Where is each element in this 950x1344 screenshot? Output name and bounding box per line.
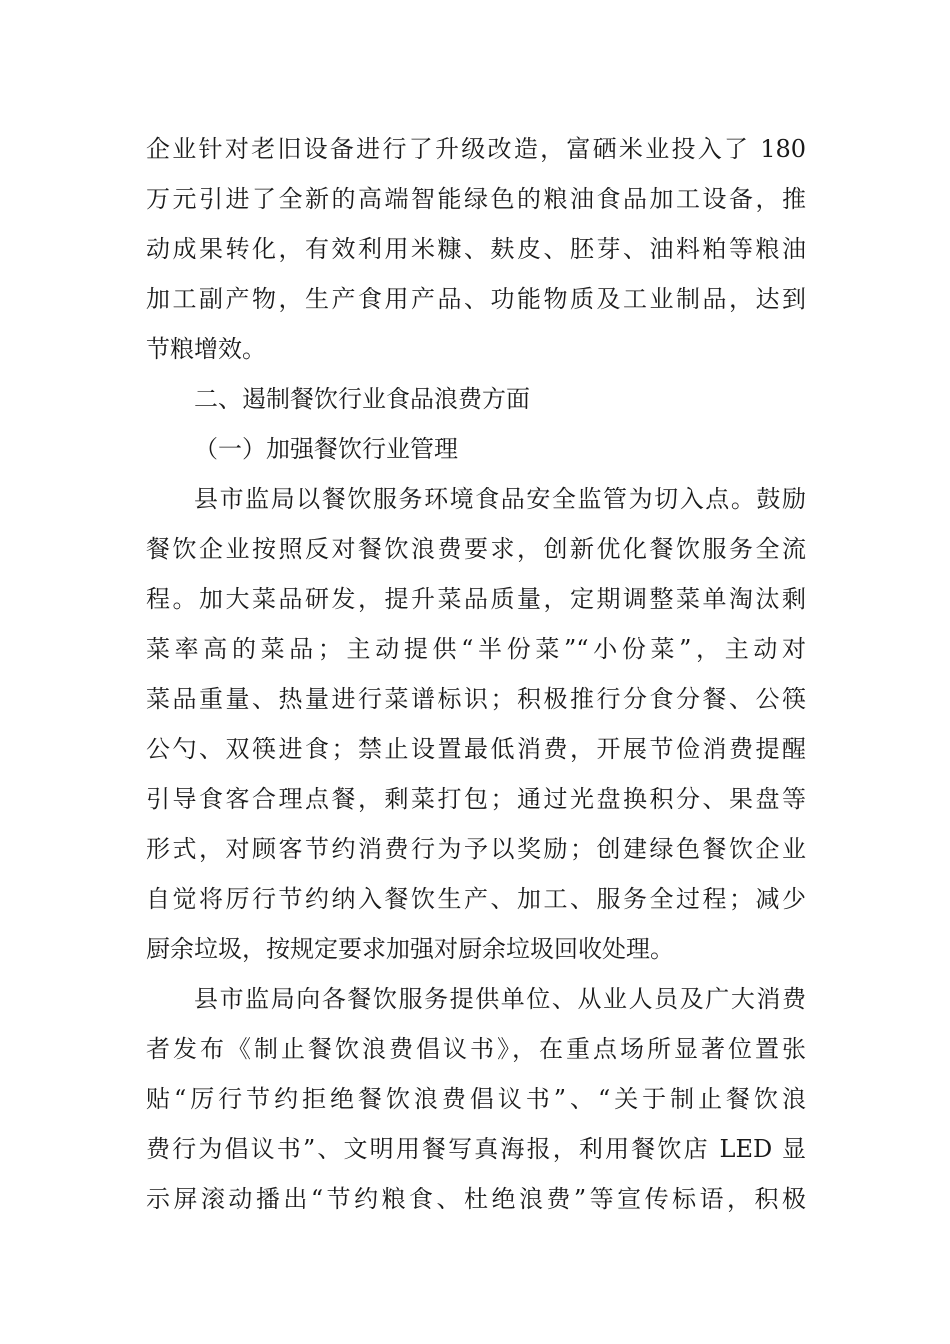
- text-line: （一）加强餐饮行业管理: [194, 435, 458, 463]
- text-line: 公勺、双筷进食；禁止设置最低消费，开展节俭消费提醒: [146, 735, 806, 763]
- paragraph: [146, 124, 806, 374]
- text-line: 示屏滚动播出“节约粮食、杜绝浪费”等宣传标语，积极: [146, 1185, 806, 1213]
- text-line: 餐饮企业按照反对餐饮浪费要求，创新优化餐饮服务全流: [146, 535, 806, 563]
- text-line: 县市监局以餐饮服务环境食品安全监管为切入点。鼓励: [194, 485, 806, 513]
- text-line: 贴“厉行节约拒绝餐饮浪费倡议书”、“关于制止餐饮浪: [146, 1085, 806, 1113]
- text-line: 菜率高的菜品；主动提供“半份菜”“小份菜”，主动对: [146, 635, 806, 663]
- text-line: 节粮增效。: [146, 335, 266, 363]
- text-line: 企业针对老旧设备进行了升级改造，富硒米业投入了 180: [146, 135, 806, 163]
- text-line: 者发布《制止餐饮浪费倡议书》，在重点场所显著位置张: [146, 1035, 806, 1063]
- section-heading: [146, 424, 806, 474]
- text-line: 万元引进了全新的高端智能绿色的粮油食品加工设备，推: [146, 185, 806, 213]
- text-line: 费行为倡议书”、文明用餐写真海报，利用餐饮店 LED 显: [146, 1135, 806, 1163]
- text-line: 二、遏制餐饮行业食品浪费方面: [194, 385, 530, 413]
- text-line: 菜品重量、热量进行菜谱标识；积极推行分食分餐、公筷: [146, 685, 806, 713]
- text-line: 动成果转化，有效利用米糠、麸皮、胚芽、油料粕等粮油: [146, 235, 806, 263]
- text-line: 形式，对顾客节约消费行为予以奖励；创建绿色餐饮企业: [146, 835, 806, 863]
- section-heading: [146, 374, 806, 424]
- text-line: 引导食客合理点餐，剩菜打包；通过光盘换积分、果盘等: [146, 785, 806, 813]
- paragraph: [146, 474, 806, 974]
- text-line: 程。加大菜品研发，提升菜品质量，定期调整菜单淘汰剩: [146, 585, 806, 613]
- text-line: 县市监局向各餐饮服务提供单位、从业人员及广大消费: [194, 985, 806, 1013]
- text-line: 厨余垃圾，按规定要求加强对厨余垃圾回收处理。: [146, 935, 674, 963]
- text-line: 加工副产物，生产食用产品、功能物质及工业制品，达到: [146, 285, 806, 313]
- text-line: 自觉将厉行节约纳入餐饮生产、加工、服务全过程；减少: [146, 885, 806, 913]
- paragraph: [146, 974, 806, 1224]
- document-body: [146, 124, 806, 1224]
